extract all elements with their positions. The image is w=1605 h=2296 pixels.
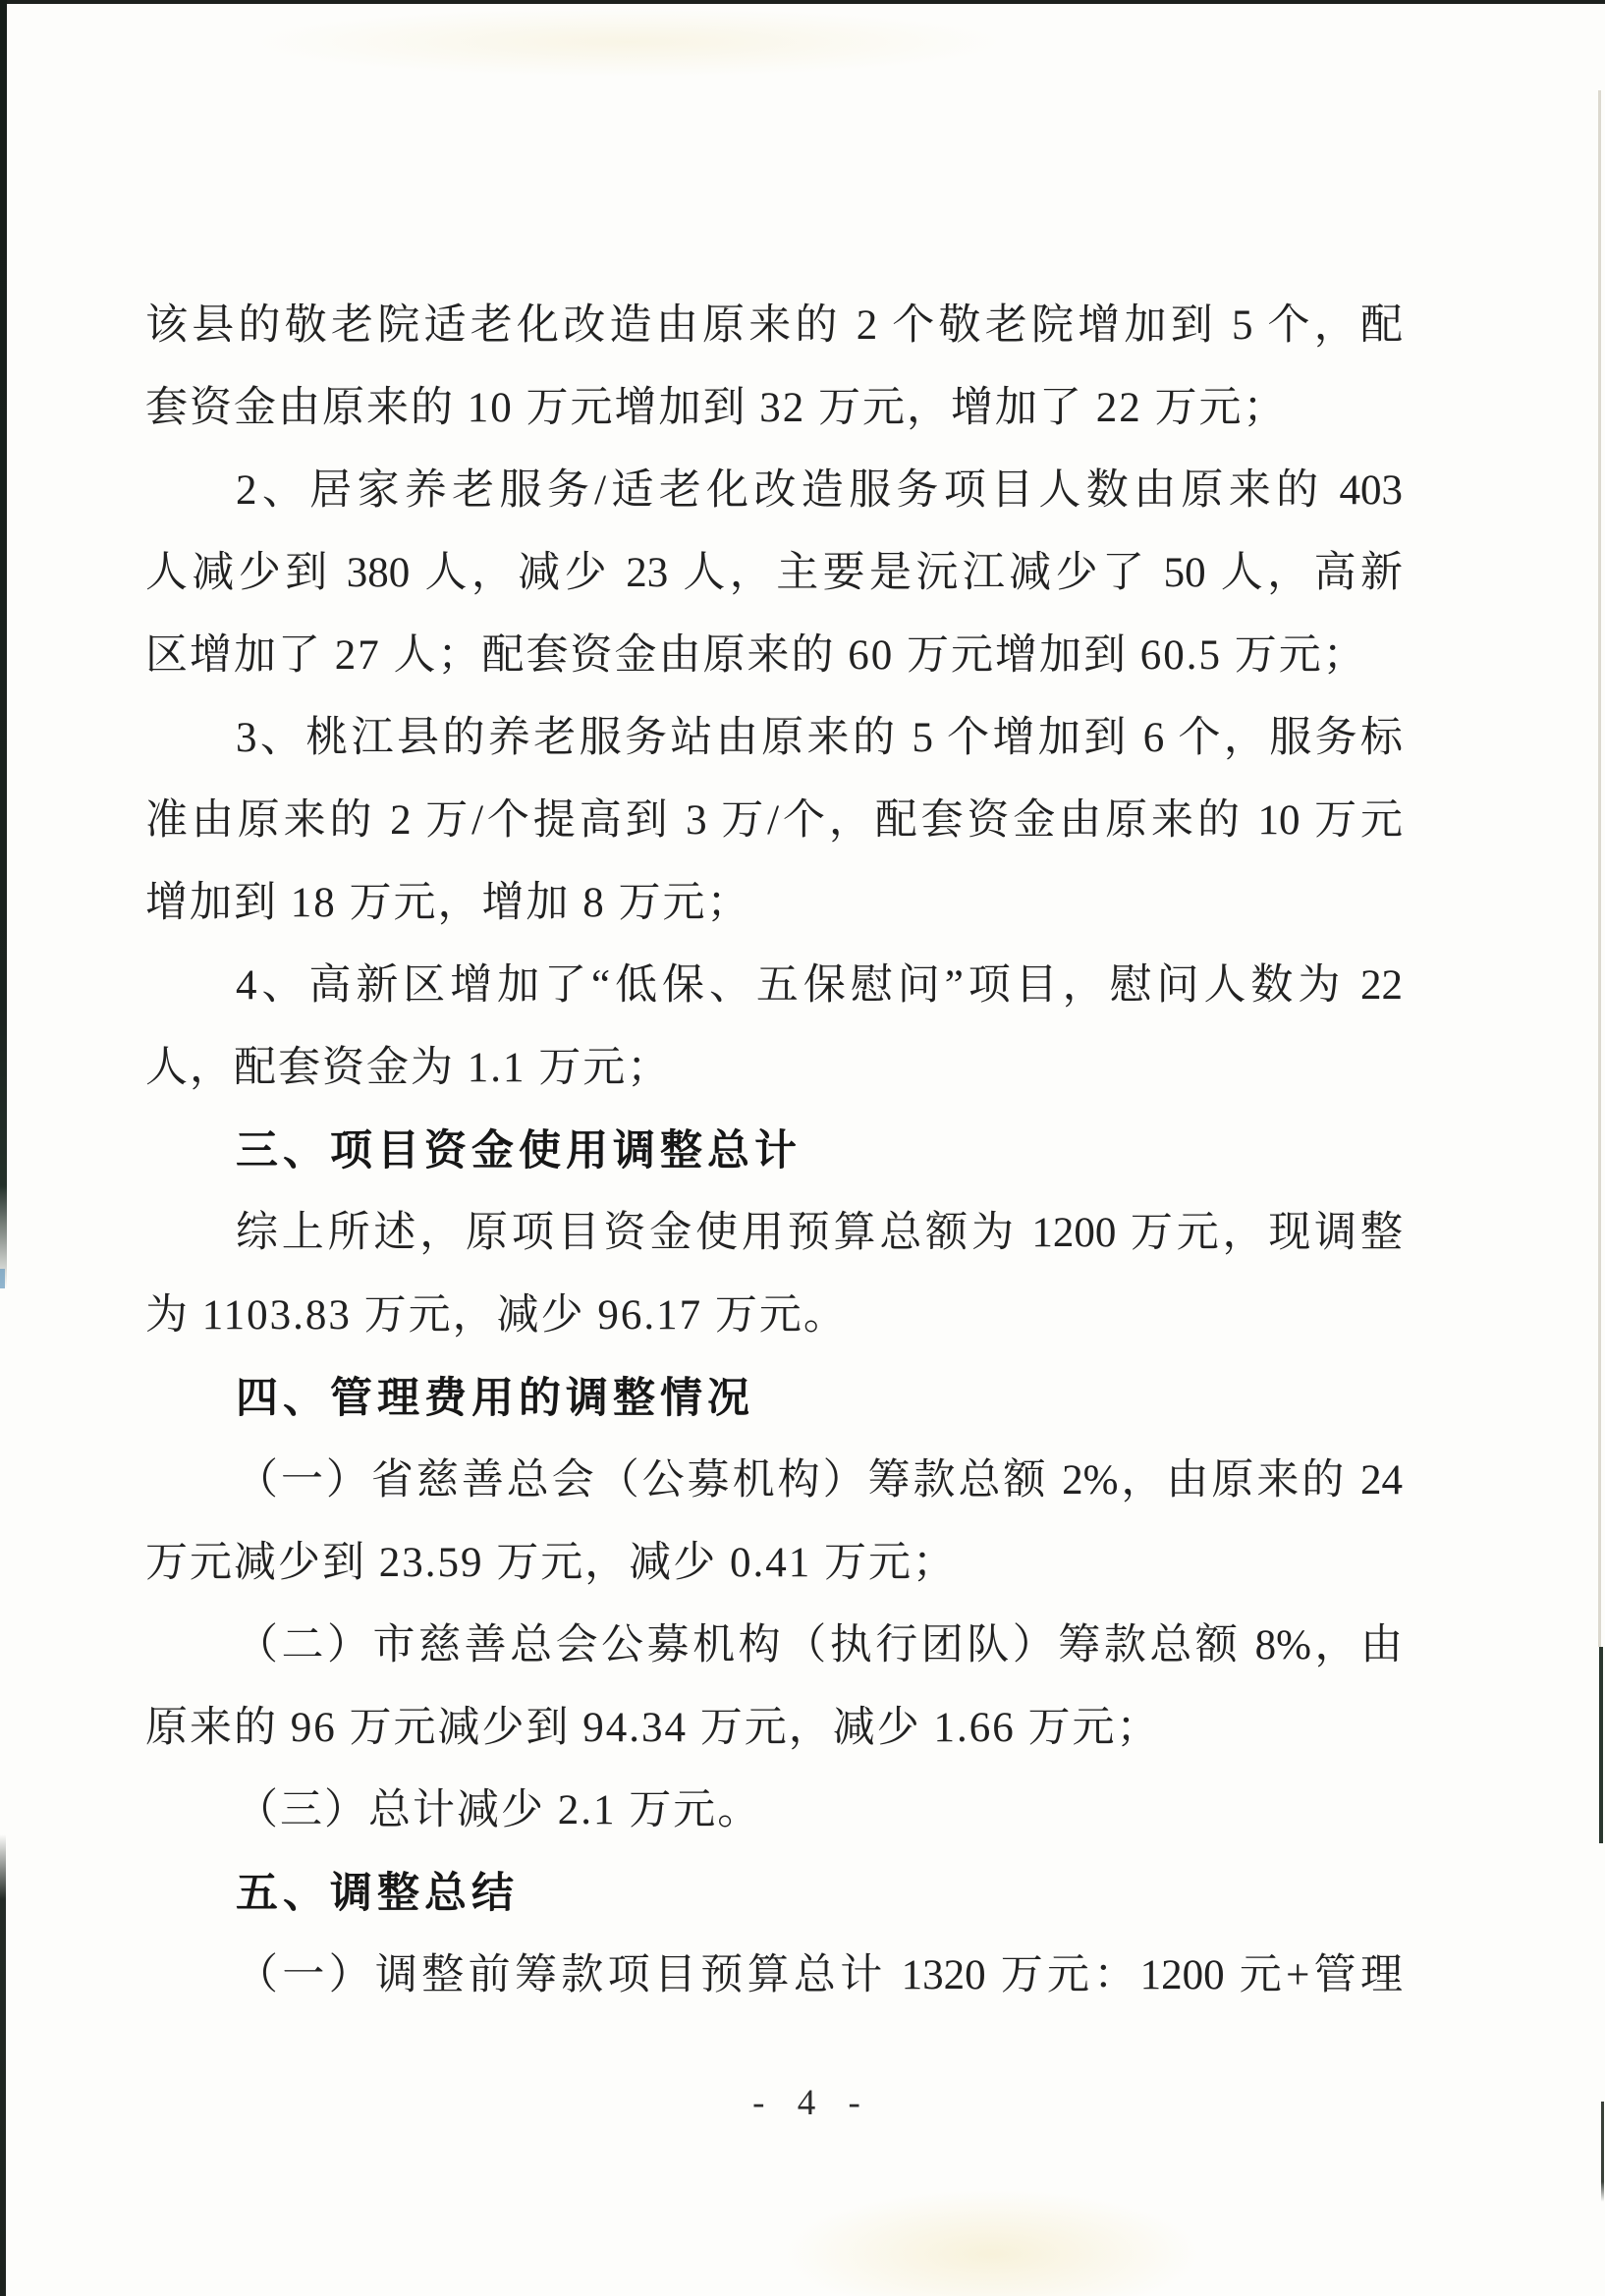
document-body <box>145 285 1403 2017</box>
scan-edge-right-light <box>1598 90 1601 1647</box>
text-line: 人，配套资金为 1.1 万元； <box>145 1045 672 1091</box>
text-line: 原来的 96 万元减少到 94.34 万元，减少 1.66 万元； <box>145 1705 1161 1751</box>
text-line: 万元减少到 23.59 万元，减少 0.41 万元； <box>145 1540 957 1586</box>
text-line: 4、高新区增加了“低保、五保慰问”项目，慰问人数为 22 <box>236 962 1403 1009</box>
text-line: 3、桃江县的养老服务站由原来的 5 个增加到 6 个，服务标 <box>236 715 1403 761</box>
section-heading: 五、调整总结 <box>236 1870 519 1917</box>
text-line: （一）调整前筹款项目预算总计 1320 万元：1200 元+管理 <box>236 1952 1403 1998</box>
scan-edge-left-lower <box>0 1834 6 2296</box>
paper-stain-bottom <box>786 2190 1198 2296</box>
scan-edge-left-upper <box>0 0 7 1288</box>
text-line: （三）总计减少 2.1 万元。 <box>236 1787 762 1833</box>
scan-edge-top <box>0 0 1605 4</box>
text-line: 该县的敬老院适老化改造由原来的 2 个敬老院增加到 5 个，配 <box>145 302 1403 349</box>
scan-edge-left-blue-mark <box>0 1269 5 1288</box>
text-line: （一）省慈善总会（公募机构）筹款总额 2%，由原来的 24 <box>236 1457 1403 1503</box>
text-line: 人减少到 380 人，减少 23 人，主要是沅江减少了 50 人，高新 <box>145 550 1403 596</box>
page-number: - 4 - <box>752 2083 872 2123</box>
section-heading: 三、项目资金使用调整总计 <box>236 1127 802 1175</box>
text-line: 套资金由原来的 10 万元增加到 32 万元，增加了 22 万元； <box>145 385 1288 431</box>
text-line: 区增加了 27 人；配套资金由原来的 60 万元增加到 60.5 万元； <box>145 632 1367 679</box>
text-line: 为 1103.83 万元，减少 96.17 万元。 <box>145 1292 848 1339</box>
text-line: （二）市慈善总会公募机构（执行团队）筹款总额 8%，由 <box>236 1622 1403 1668</box>
paper-stain-top <box>255 8 1002 77</box>
text-line: 准由原来的 2 万/个提高到 3 万/个，配套资金由原来的 10 万元 <box>145 797 1403 844</box>
text-line: 综上所述，原项目资金使用预算总额为 1200 万元，现调整 <box>236 1210 1403 1256</box>
text-line: 增加到 18 万元，增加 8 万元； <box>145 880 751 926</box>
section-heading: 四、管理费用的调整情况 <box>236 1375 754 1422</box>
text-line: 2、居家养老服务/适老化改造服务项目人数由原来的 403 <box>236 467 1403 514</box>
scan-edge-right-dark <box>1599 1647 1603 1843</box>
